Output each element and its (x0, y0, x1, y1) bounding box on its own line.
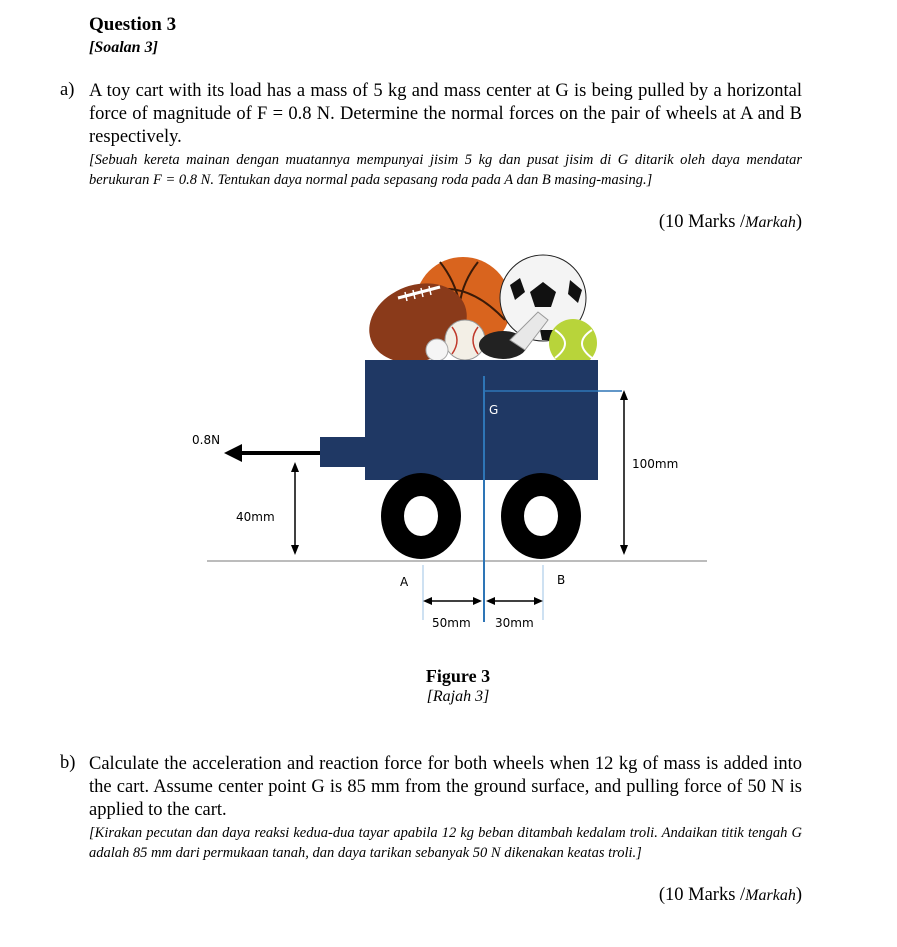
marks-malay: Markah (745, 214, 796, 231)
golf-ball-icon (426, 339, 448, 361)
dist-b-label: 30mm (495, 616, 534, 630)
balls-load (358, 255, 597, 376)
part-b-label: b) (60, 753, 76, 773)
part-a-malay-text: [Sebuah kereta mainan dengan muatannya mempunyai jisim 5 kg dan pusat jisim di G ditarik oleh daya mendatar berukuran F = 0.8 N. Tentukan daya normal pada sepasang roda pada A dan B masing-masing.] (89, 152, 802, 188)
figure-caption-malay: [Rajah 3] (426, 688, 490, 705)
marks-label: (10 Marks / (658, 885, 746, 905)
g-label: G (489, 403, 499, 417)
cart-handle (320, 437, 365, 467)
question-title: Question 3 (89, 14, 177, 35)
total-height-label: 100mm (632, 457, 679, 471)
baseball-icon (445, 320, 485, 360)
part-a-text: A toy cart with its load has a mass of 5 kg and mass center at G is being pulled by a horizontal force of magnitude of F = 0.8 N. Determine the normal forces on the pair of wheels at A and B respectively. (89, 81, 802, 147)
part-a-marks (659, 212, 802, 233)
part-b-marks (659, 885, 802, 906)
cart-figure (0, 250, 897, 650)
part-b-text: Calculate the acceleration and reaction force for both wheels when 12 kg of mass is added into the cart. Assume center point G is 85 mm from the ground surface, and pulling force of 50 N is applied to the cart. (89, 754, 802, 820)
cart-body (365, 360, 598, 480)
marks-close: ) (795, 885, 802, 905)
marks-close: ) (795, 212, 802, 232)
point-a-label: A (400, 575, 409, 589)
marks-malay: Markah (745, 887, 796, 904)
tennis-ball-icon (549, 319, 597, 367)
force-label: 0.8N (192, 433, 221, 447)
part-b-malay-text: [Kirakan pecutan dan daya reaksi kedua-dua tayar apabila 12 kg beban ditambah kedalam troli. Andaikan titik tengah G adalah 85 mm dari permukaan tanah, dan daya tarikan sebanyak 50 N dikenakan keatas troli.] (89, 825, 802, 861)
marks-label: (10 Marks / (658, 212, 746, 232)
question-subtitle: [Soalan 3] (89, 39, 158, 56)
figure-caption: Figure 3 (425, 666, 491, 686)
point-b-label: B (557, 573, 566, 587)
handle-height-label: 40mm (236, 510, 275, 524)
dist-a-label: 50mm (432, 616, 471, 630)
part-a-label: a) (60, 80, 75, 100)
